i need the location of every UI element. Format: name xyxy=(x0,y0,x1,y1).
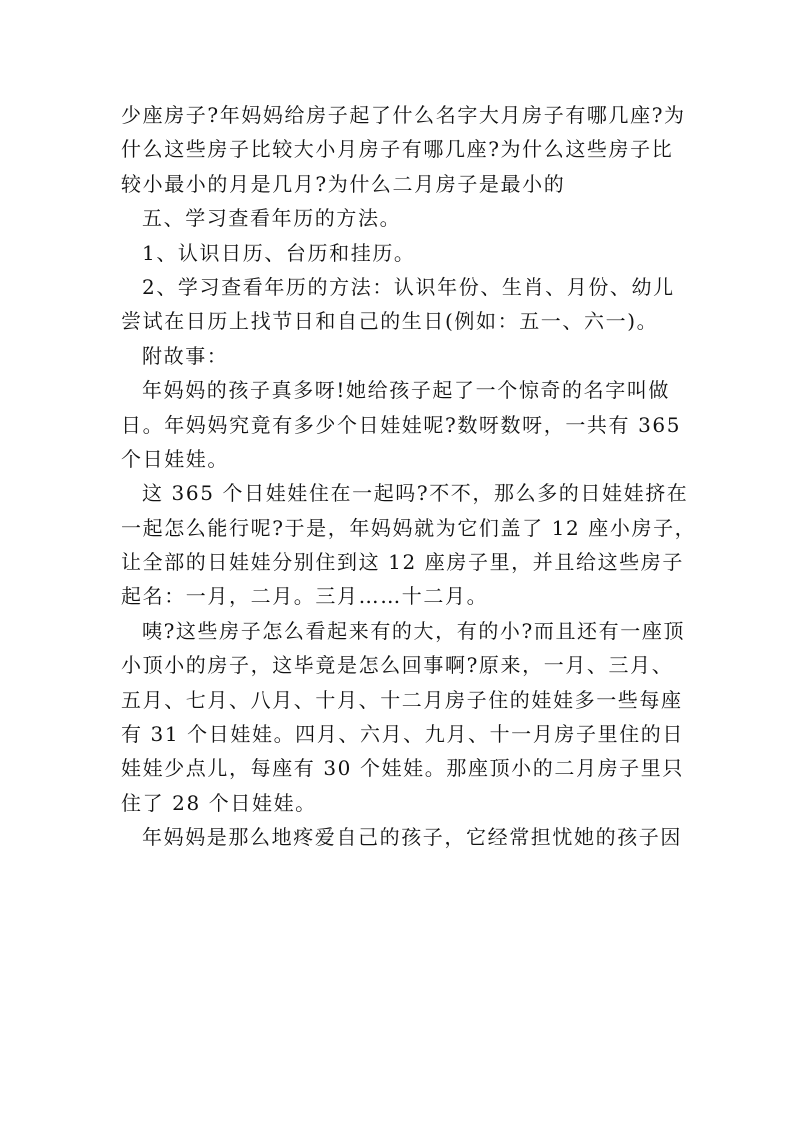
text-line: 起名：一月，二月。三月……十二月。 xyxy=(121,584,489,609)
text-line: 尝试在日历上找节日和自己的生日(例如：五一、六一)。 xyxy=(121,309,659,334)
text-line: 有 31 个日娃娃。四月、六月、九月、十一月房子里住的日 xyxy=(121,722,684,747)
text-line: 五、学习查看年历的方法。 xyxy=(142,206,402,231)
text-line: 1、认识日历、台历和挂历。 xyxy=(142,240,416,265)
text-line: 这 365 个日娃娃住在一起吗?不不，那么多的日娃娃挤在 xyxy=(142,481,689,506)
text-line: 较小最小的月是几月?为什么二月房子是最小的 xyxy=(121,171,566,196)
text-line: 小顶小的房子，这毕竟是怎么回事啊?原来，一月、三月、 xyxy=(121,653,674,678)
text-line: 让全部的日娃娃分别住到这 12 座房子里，并且给这些房子 xyxy=(121,550,684,575)
text-line: 一起怎么能行呢?于是，年妈妈就为它们盖了 12 座小房子， xyxy=(121,515,697,540)
text-line: 什么这些房子比较大小月房子有哪几座?为什么这些房子比 xyxy=(121,137,674,162)
text-line: 年妈妈的孩子真多呀!她给孩子起了一个惊奇的名字叫做 xyxy=(142,378,671,403)
text-line: 个日娃娃。 xyxy=(121,446,229,471)
text-line: 年妈妈是那么地疼爱自己的孩子，它经常担忧她的孩子因 xyxy=(142,825,682,850)
text-line: 住了 28 个日娃娃。 xyxy=(121,790,317,815)
text-line: 附故事： xyxy=(142,343,229,368)
text-line: 日。年妈妈究竟有多少个日娃娃呢?数呀数呀，一共有 365 xyxy=(121,412,682,437)
text-line: 咦?这些房子怎么看起来有的大，有的小?而且还有一座顶 xyxy=(142,618,686,643)
text-line: 娃娃少点儿，每座有 30 个娃娃。那座顶小的二月房子里只 xyxy=(121,756,684,781)
document-body xyxy=(121,98,697,855)
text-line: 五月、七月、八月、十月、十二月房子住的娃娃多一些每座 xyxy=(121,687,683,712)
text-line: 少座房子?年妈妈给房子起了什么名字大月房子有哪几座?为 xyxy=(121,103,686,127)
text-line: 2、学习查看年历的方法：认识年份、生肖、月份、幼儿 xyxy=(142,274,675,299)
